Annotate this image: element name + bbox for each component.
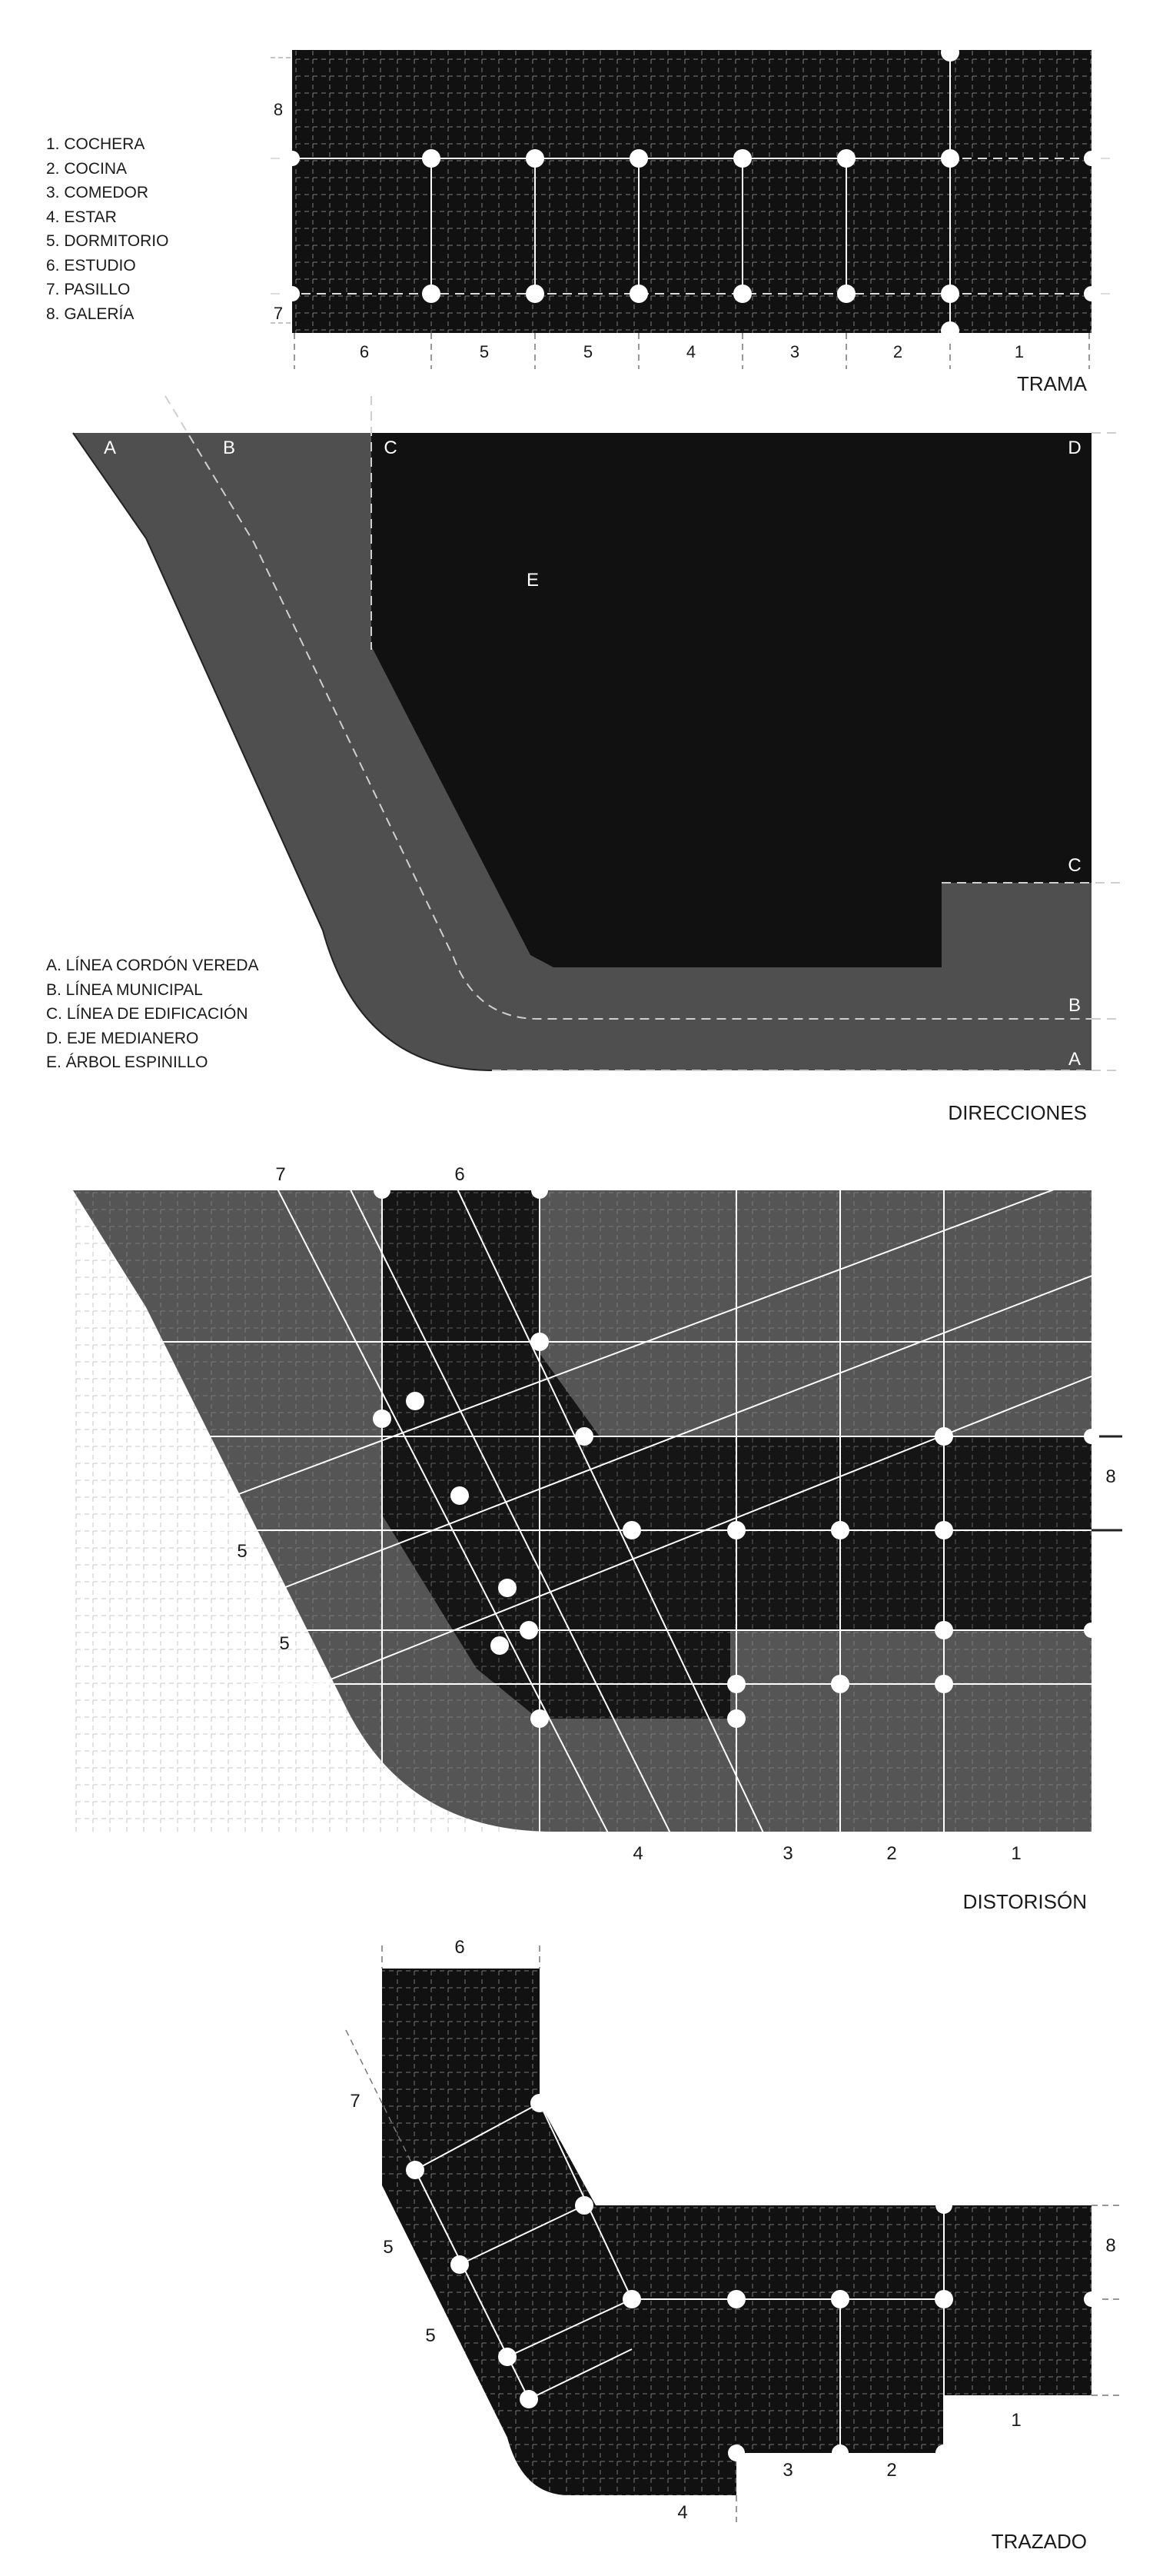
legend-item: 5. DORMITORIO	[46, 232, 169, 250]
legend-item: 6. ESTUDIO	[46, 256, 136, 275]
row-label: 8	[273, 100, 284, 119]
legend-item: 2. COCINA	[46, 159, 128, 178]
legend-item: C. LÍNEA DE EDIFICACIÓN	[46, 1005, 248, 1023]
right-label: 8	[1105, 1466, 1116, 1487]
legend-item: 3. COMEDOR	[46, 184, 149, 201]
bottom-label: 1	[1011, 1843, 1022, 1864]
marker-e: E	[526, 570, 540, 591]
trazado-title: TRAZADO	[991, 2530, 1087, 2553]
marker-b-right: B	[1068, 995, 1082, 1016]
bottom-label: 4	[633, 1843, 643, 1864]
bottom-label: 3	[783, 1843, 793, 1864]
bottom-label: 1	[1011, 2410, 1022, 2431]
bottom-label: 2	[886, 1843, 897, 1864]
marker-a-right: A	[1068, 1049, 1082, 1070]
row-label: 7	[273, 304, 284, 323]
legend-item: 1. COCHERA	[46, 135, 145, 153]
legend-item: A. LÍNEA CORDÓN VEREDA	[46, 957, 259, 974]
direcciones-title: DIRECCIONES	[948, 1101, 1087, 1124]
side-label: 7	[350, 2091, 361, 2112]
marker-c-right: C	[1068, 855, 1082, 876]
legend-item: 8. GALERÍA	[46, 305, 135, 323]
legend-item: B. LÍNEA MUNICIPAL	[46, 980, 203, 999]
top-label: 7	[275, 1164, 286, 1185]
right-label: 8	[1105, 2235, 1116, 2256]
legend-item: 4. ESTAR	[46, 208, 117, 226]
legend-item: D. EJE MEDIANERO	[46, 1029, 199, 1047]
column-label: 6	[359, 342, 370, 361]
column-label: 1	[1014, 342, 1025, 361]
bottom-label: 2	[886, 2460, 897, 2481]
legend-item: 7. PASILLO	[46, 281, 131, 298]
marker-a: A	[103, 438, 117, 458]
trama-title: TRAMA	[1017, 372, 1087, 395]
marker-b: B	[222, 438, 236, 458]
side-label: 5	[425, 2325, 436, 2346]
distorsion-title: DISTORISÓN	[962, 1890, 1087, 1913]
bottom-label: 4	[677, 2502, 688, 2523]
marker-c: C	[384, 438, 397, 458]
bottom-label: 3	[783, 2460, 793, 2481]
column-label: 5	[583, 342, 593, 361]
top-label: 6	[454, 1937, 465, 1958]
side-label: 5	[383, 2237, 394, 2258]
column-label: 2	[892, 342, 903, 361]
column-label: 4	[686, 342, 696, 361]
column-label: 5	[479, 342, 490, 361]
column-label: 3	[789, 342, 800, 361]
legend-item: E. ÁRBOL ESPINILLO	[46, 1053, 208, 1071]
marker-d: D	[1068, 438, 1082, 458]
side-label: 5	[279, 1633, 290, 1654]
top-label: 6	[454, 1164, 465, 1185]
side-label: 5	[237, 1541, 248, 1562]
